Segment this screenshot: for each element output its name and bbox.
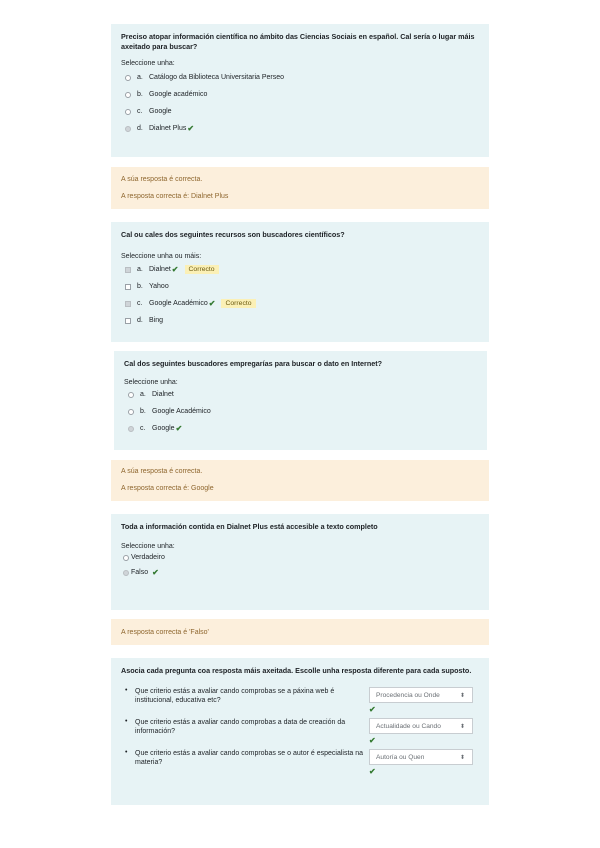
match-select-2[interactable]: Actualidade ou Cando ⬍ <box>369 718 473 734</box>
q1-option-c[interactable]: c. Google <box>121 103 479 120</box>
radio-icon[interactable] <box>125 75 131 81</box>
feedback-3 <box>111 460 489 501</box>
feedback-3-answer: A resposta correcta é: Google <box>121 485 214 492</box>
radio-icon[interactable] <box>125 109 131 115</box>
caret-updown-icon: ⬍ <box>459 755 465 761</box>
q2-option-d[interactable]: d. Bing <box>121 312 479 329</box>
match-question-2: Que criterio estás a avaliar cando comprobas a data de creación da información? <box>135 719 346 735</box>
radio-icon[interactable] <box>123 555 129 561</box>
question-2-prompt: Seleccione unha ou máis: <box>121 253 202 260</box>
q3-option-c[interactable]: c. Google ✔ <box>124 420 477 437</box>
question-2-card <box>111 222 489 342</box>
bullet: • <box>125 718 128 725</box>
check-icon: ✔ <box>187 124 195 133</box>
check-icon: ✔ <box>208 299 216 308</box>
question-4-prompt: Seleccione unha: <box>121 543 175 550</box>
question-1-prompt: Seleccione unha: <box>121 60 175 67</box>
q4-option-true[interactable]: Verdadeiro <box>121 550 479 565</box>
question-2-text: Cal ou cales dos seguintes recursos son buscadores científicos? <box>121 230 345 239</box>
match-question-3: Que criterio estás a avaliar cando comprobas se o autor é especialista na materia? <box>135 750 364 766</box>
question-5-card <box>111 658 489 805</box>
radio-icon[interactable] <box>128 409 134 415</box>
match-row-1 <box>121 687 479 718</box>
radio-icon[interactable] <box>125 92 131 98</box>
question-4-text: Toda a información contida en Dialnet Plus está accesible a texto completo <box>121 522 378 531</box>
q2-option-a[interactable]: a. Dialnet ✔ Correcto <box>121 261 479 278</box>
checkbox-icon[interactable] <box>125 284 131 290</box>
match-row-2 <box>121 718 479 749</box>
q4-option-false[interactable]: Falso ✔ <box>121 565 479 580</box>
correct-badge: Correcto <box>221 299 255 308</box>
question-3-prompt: Seleccione unha: <box>124 379 178 386</box>
checkbox-icon[interactable] <box>125 318 131 324</box>
feedback-1 <box>111 167 489 209</box>
check-icon: ✔ <box>369 767 376 776</box>
question-3-card <box>114 351 487 450</box>
match-question-1: Que criterio estás a avaliar cando comprobas se a páxina web é institucional, educativa etc? <box>135 688 335 704</box>
q3-option-a[interactable]: a. Dialnet <box>124 386 477 403</box>
question-3-text: Cal dos seguintes buscadores empregarías para buscar o dato en Internet? <box>124 359 383 368</box>
check-icon: ✔ <box>369 736 376 745</box>
question-1-card <box>111 24 489 157</box>
checkbox-checked-icon[interactable] <box>125 267 131 273</box>
feedback-4 <box>111 619 489 645</box>
q2-option-b[interactable]: b. Yahoo <box>121 278 479 295</box>
radio-icon[interactable] <box>128 392 134 398</box>
feedback-1-result: A súa resposta é correcta. <box>121 176 203 183</box>
match-select-1[interactable]: Procedencia ou Onde ⬍ <box>369 687 473 703</box>
check-icon: ✔ <box>152 568 159 577</box>
q2-option-c[interactable]: c. Google Académico ✔ Correcto <box>121 295 479 312</box>
checkbox-checked-icon[interactable] <box>125 301 131 307</box>
caret-updown-icon: ⬍ <box>459 693 465 699</box>
q1-option-a[interactable]: a. Catálogo da Biblioteca Universitaria Perseo <box>121 69 479 86</box>
radio-checked-icon[interactable] <box>125 126 131 132</box>
correct-badge: Correcto <box>185 265 219 274</box>
caret-updown-icon: ⬍ <box>459 724 465 730</box>
radio-checked-icon[interactable] <box>128 426 134 432</box>
feedback-1-answer: A resposta correcta é: Dialnet Plus <box>121 193 229 200</box>
feedback-3-result: A súa resposta é correcta. <box>121 468 203 475</box>
q1-option-d[interactable]: d. Dialnet Plus ✔ <box>121 120 479 137</box>
match-select-3[interactable]: Autoría ou Quen ⬍ <box>369 749 473 765</box>
check-icon: ✔ <box>175 424 183 433</box>
question-1-text: Preciso atopar información científica no ámbito das Ciencias Sociais en español. Cal sería o lugar máis axeitado para buscar? <box>121 32 475 51</box>
question-5-text: Asocia cada pregunta coa resposta máis axeitada. Escolle unha resposta diferente para cada suposto. <box>121 666 472 675</box>
bullet: • <box>125 749 128 756</box>
q3-option-b[interactable]: b. Google Académico <box>124 403 477 420</box>
bullet: • <box>125 687 128 694</box>
q1-option-b[interactable]: b. Google académico <box>121 86 479 103</box>
radio-checked-icon[interactable] <box>123 570 129 576</box>
check-icon: ✔ <box>171 265 179 274</box>
question-4-card <box>111 514 489 610</box>
feedback-4-answer: A resposta correcta é 'Falso' <box>121 628 209 636</box>
check-icon: ✔ <box>369 705 376 714</box>
match-row-3 <box>121 749 479 780</box>
